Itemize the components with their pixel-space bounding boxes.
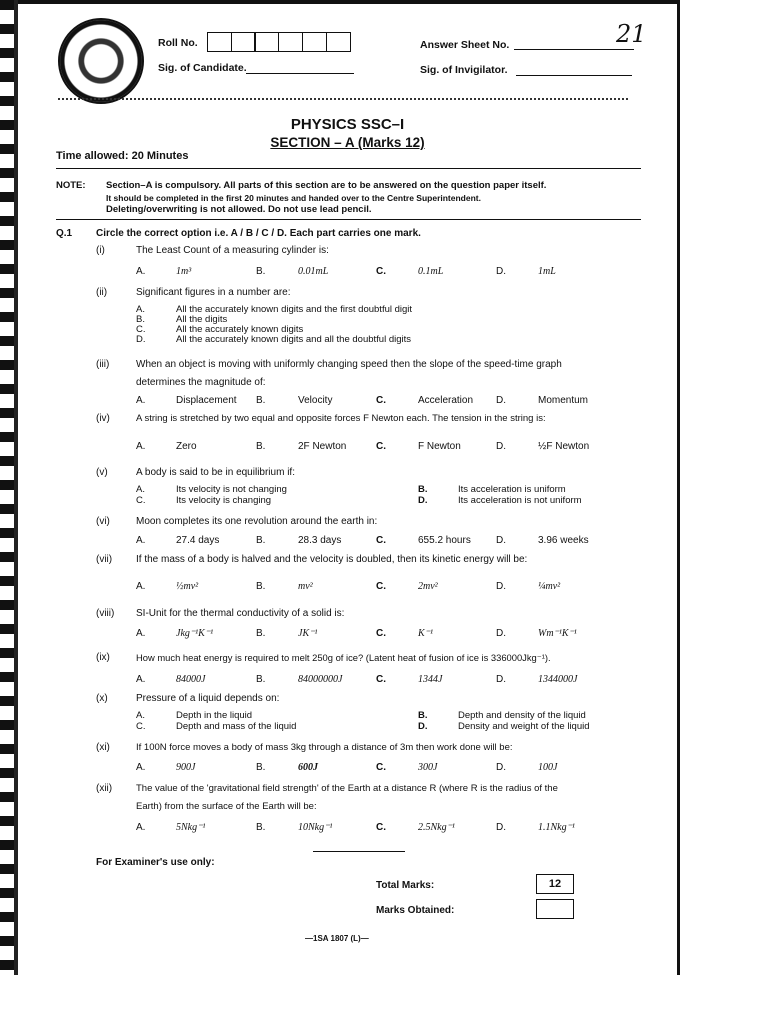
option-label: C. bbox=[376, 674, 386, 685]
option-label: D. bbox=[496, 762, 506, 773]
option-label: B. bbox=[256, 674, 266, 685]
option-label: C. bbox=[376, 822, 386, 833]
option-text[interactable]: Velocity bbox=[298, 395, 333, 406]
option-label: A. bbox=[136, 822, 146, 833]
option-row[interactable]: D. All the accurately known digits and all the doubtful digits bbox=[136, 334, 411, 345]
question-number: Q.1 bbox=[56, 228, 73, 239]
option-text[interactable]: Jkg⁻¹K⁻¹ bbox=[176, 628, 214, 639]
option-text[interactable]: 300J bbox=[418, 762, 438, 773]
option-label: C. bbox=[376, 266, 386, 277]
option-label: B. bbox=[256, 535, 266, 546]
option-label: C. bbox=[376, 581, 386, 592]
option-text[interactable]: 900J bbox=[176, 762, 196, 773]
option-row[interactable]: C. Depth and mass of the liquid D. Density and weight of the liquid bbox=[136, 721, 590, 732]
option-row[interactable]: A. Depth in the liquid B. Depth and density of the liquid bbox=[136, 710, 586, 721]
option-text[interactable]: 84000000J bbox=[298, 674, 343, 685]
rule-mid bbox=[56, 219, 641, 220]
option-label: D. bbox=[496, 441, 506, 452]
marks-obtained-label: Marks Obtained: bbox=[376, 905, 455, 916]
option-label: D. bbox=[496, 581, 506, 592]
option-label: A. bbox=[136, 266, 146, 277]
option-text[interactable]: 28.3 days bbox=[298, 535, 342, 546]
option-text[interactable]: 0.01mL bbox=[298, 266, 329, 277]
part-number: (vi) bbox=[96, 516, 110, 527]
part-stem: A body is said to be in equilibrium if: bbox=[136, 467, 295, 478]
total-marks-box: 12 bbox=[536, 874, 574, 894]
part-stem: The value of the 'gravitational field strength' of the Earth at a distance R (where R is the radius of the bbox=[136, 783, 558, 794]
option-row[interactable]: A. All the accurately known digits and the first doubtful digit bbox=[136, 304, 413, 315]
option-row[interactable]: B. All the digits bbox=[136, 314, 228, 325]
right-border bbox=[677, 0, 680, 975]
option-text[interactable]: 2.5Nkg⁻¹ bbox=[418, 822, 455, 833]
sig-invigilator-line[interactable] bbox=[516, 75, 632, 76]
option-label: D. bbox=[496, 266, 506, 277]
part-stem: Earth) from the surface of the Earth will be: bbox=[136, 801, 317, 812]
time-allowed: Time allowed: 20 Minutes bbox=[56, 150, 189, 162]
option-text[interactable]: ½F Newton bbox=[538, 441, 590, 452]
option-text[interactable]: Momentum bbox=[538, 395, 589, 406]
question-paper bbox=[18, 4, 677, 972]
note-line: It should be completed in the first 20 minutes and handed over to the Centre Superintendent. bbox=[106, 193, 481, 203]
option-text[interactable]: 1.1Nkg⁻¹ bbox=[538, 822, 575, 833]
option-text[interactable]: mv² bbox=[298, 581, 313, 592]
option-label: D. bbox=[496, 674, 506, 685]
examiner-label: For Examiner's use only: bbox=[96, 857, 215, 868]
option-row[interactable]: C. Its velocity is changing D. Its acceleration is not uniform bbox=[136, 495, 582, 506]
option-text[interactable]: 655.2 hours bbox=[418, 535, 471, 546]
part-number: (i) bbox=[96, 245, 105, 256]
part-number: (iii) bbox=[96, 359, 110, 370]
marks-obtained-box[interactable] bbox=[536, 899, 574, 919]
part-number: (x) bbox=[96, 693, 108, 704]
option-text[interactable]: ½mv² bbox=[176, 581, 199, 592]
part-stem: When an object is moving with uniformly changing speed then the slope of the speed-time graph bbox=[136, 359, 562, 370]
part-stem: A string is stretched by two equal and opposite forces F Newton each. The tension in the string is: bbox=[136, 413, 546, 424]
board-seal-logo bbox=[58, 18, 144, 104]
part-number: (vii) bbox=[96, 554, 113, 565]
option-text[interactable]: 1344J bbox=[418, 674, 443, 685]
option-text[interactable]: 1m³ bbox=[176, 266, 192, 277]
option-label: A. bbox=[136, 441, 146, 452]
option-text[interactable]: Acceleration bbox=[418, 395, 474, 406]
option-label: D. bbox=[496, 628, 506, 639]
option-text[interactable]: 1mL bbox=[538, 266, 556, 277]
option-label: A. bbox=[136, 535, 146, 546]
option-text[interactable]: 5Nkg⁻¹ bbox=[176, 822, 206, 833]
note-line: Deleting/overwriting is not allowed. Do not use lead pencil. bbox=[106, 204, 372, 215]
note-line: Section–A is compulsory. All parts of this section are to be answered on the question paper itself. bbox=[106, 180, 547, 191]
option-list bbox=[136, 710, 590, 732]
option-label: B. bbox=[256, 762, 266, 773]
option-text[interactable]: F Newton bbox=[418, 441, 461, 452]
note-body bbox=[106, 180, 546, 216]
option-list bbox=[136, 484, 582, 506]
answer-sheet-number: 21 bbox=[616, 20, 647, 48]
option-label: A. bbox=[136, 581, 146, 592]
option-text[interactable]: 2mv² bbox=[418, 581, 438, 592]
option-label: C. bbox=[376, 535, 386, 546]
option-row[interactable]: A. Its velocity is not changing B. Its acceleration is uniform bbox=[136, 484, 566, 495]
option-text[interactable]: JK⁻¹ bbox=[298, 628, 318, 639]
part-number: (xii) bbox=[96, 783, 113, 794]
part-number: (xi) bbox=[96, 742, 110, 753]
option-label: C. bbox=[376, 762, 386, 773]
question-instruction: Circle the correct option i.e. A / B / C / D. Each part carries one mark. bbox=[96, 228, 421, 239]
part-stem: Pressure of a liquid depends on: bbox=[136, 693, 280, 704]
option-text[interactable]: 1344000J bbox=[538, 674, 578, 685]
option-label: A. bbox=[136, 762, 146, 773]
part-stem: If the mass of a body is halved and the velocity is doubled, then its kinetic energy will be: bbox=[136, 554, 528, 565]
note-label: NOTE: bbox=[56, 180, 86, 191]
part-number: (ix) bbox=[96, 652, 110, 663]
option-text[interactable]: 10Nkg⁻¹ bbox=[298, 822, 333, 833]
sig-candidate-label: Sig. of Candidate. bbox=[158, 62, 247, 74]
option-text[interactable]: ¼mv² bbox=[538, 581, 561, 592]
option-label: C. bbox=[376, 395, 386, 406]
option-label: C. bbox=[376, 628, 386, 639]
paper-code: —1SA 1807 (L)— bbox=[305, 934, 369, 943]
option-label: A. bbox=[136, 674, 146, 685]
part-stem: Significant figures in a number are: bbox=[136, 287, 291, 298]
option-text[interactable]: 600J bbox=[298, 762, 318, 773]
option-label: D. bbox=[496, 535, 506, 546]
option-label: B. bbox=[256, 628, 266, 639]
part-stem: Moon completes its one revolution around the earth in: bbox=[136, 516, 378, 527]
part-stem: If 100N force moves a body of mass 3kg through a distance of 3m then work done will be: bbox=[136, 742, 513, 753]
option-label: D. bbox=[496, 395, 506, 406]
option-text[interactable]: Zero bbox=[176, 441, 197, 452]
option-label: D. bbox=[496, 822, 506, 833]
part-stem: determines the magnitude of: bbox=[136, 377, 266, 388]
option-text[interactable]: 84000J bbox=[176, 674, 206, 685]
option-label: A. bbox=[136, 395, 146, 406]
option-label: B. bbox=[256, 395, 266, 406]
option-text[interactable]: 3.96 weeks bbox=[538, 535, 589, 546]
option-text[interactable]: Wm⁻¹K⁻¹ bbox=[538, 628, 577, 639]
answer-sheet-label: Answer Sheet No. bbox=[420, 39, 510, 51]
answer-sheet-line bbox=[514, 49, 634, 50]
part-number: (iv) bbox=[96, 413, 110, 424]
option-text[interactable]: 100J bbox=[538, 762, 558, 773]
sig-candidate-line[interactable] bbox=[246, 73, 354, 74]
option-label: B. bbox=[256, 581, 266, 592]
rule-top bbox=[56, 168, 641, 169]
part-number: (ii) bbox=[96, 287, 108, 298]
sig-invigilator-label: Sig. of Invigilator. bbox=[420, 64, 508, 76]
part-stem: The Least Count of a measuring cylinder is: bbox=[136, 245, 329, 256]
total-marks-label: Total Marks: bbox=[376, 880, 435, 891]
part-number: (viii) bbox=[96, 608, 115, 619]
separator-dots bbox=[58, 98, 628, 100]
part-stem: How much heat energy is required to melt 250g of ice? (Latent heat of fusion of ice is 336000Jkg⁻¹). bbox=[136, 652, 551, 663]
examiner-signature-line[interactable] bbox=[313, 851, 405, 852]
option-text[interactable]: 27.4 days bbox=[176, 535, 220, 546]
option-label: B. bbox=[256, 822, 266, 833]
binding-border bbox=[0, 0, 14, 975]
part-number: (v) bbox=[96, 467, 108, 478]
section-title: SECTION – A (Marks 12) bbox=[270, 135, 425, 150]
option-label: A. bbox=[136, 628, 146, 639]
option-text[interactable]: 2F Newton bbox=[298, 441, 347, 452]
option-label: B. bbox=[256, 441, 266, 452]
roll-no-label: Roll No. bbox=[158, 37, 198, 49]
option-text[interactable]: 0.1mL bbox=[418, 266, 444, 277]
option-text[interactable]: Displacement bbox=[176, 395, 237, 406]
option-label: B. bbox=[256, 266, 266, 277]
part-stem: SI-Unit for the thermal conductivity of a solid is: bbox=[136, 608, 345, 619]
option-text[interactable]: K⁻¹ bbox=[418, 628, 433, 639]
option-row[interactable]: C. All the accurately known digits bbox=[136, 324, 304, 335]
option-list bbox=[136, 305, 412, 345]
roll-no-boxes[interactable] bbox=[208, 32, 351, 52]
subject-title: PHYSICS SSC–I bbox=[290, 116, 405, 133]
option-label: C. bbox=[376, 441, 386, 452]
